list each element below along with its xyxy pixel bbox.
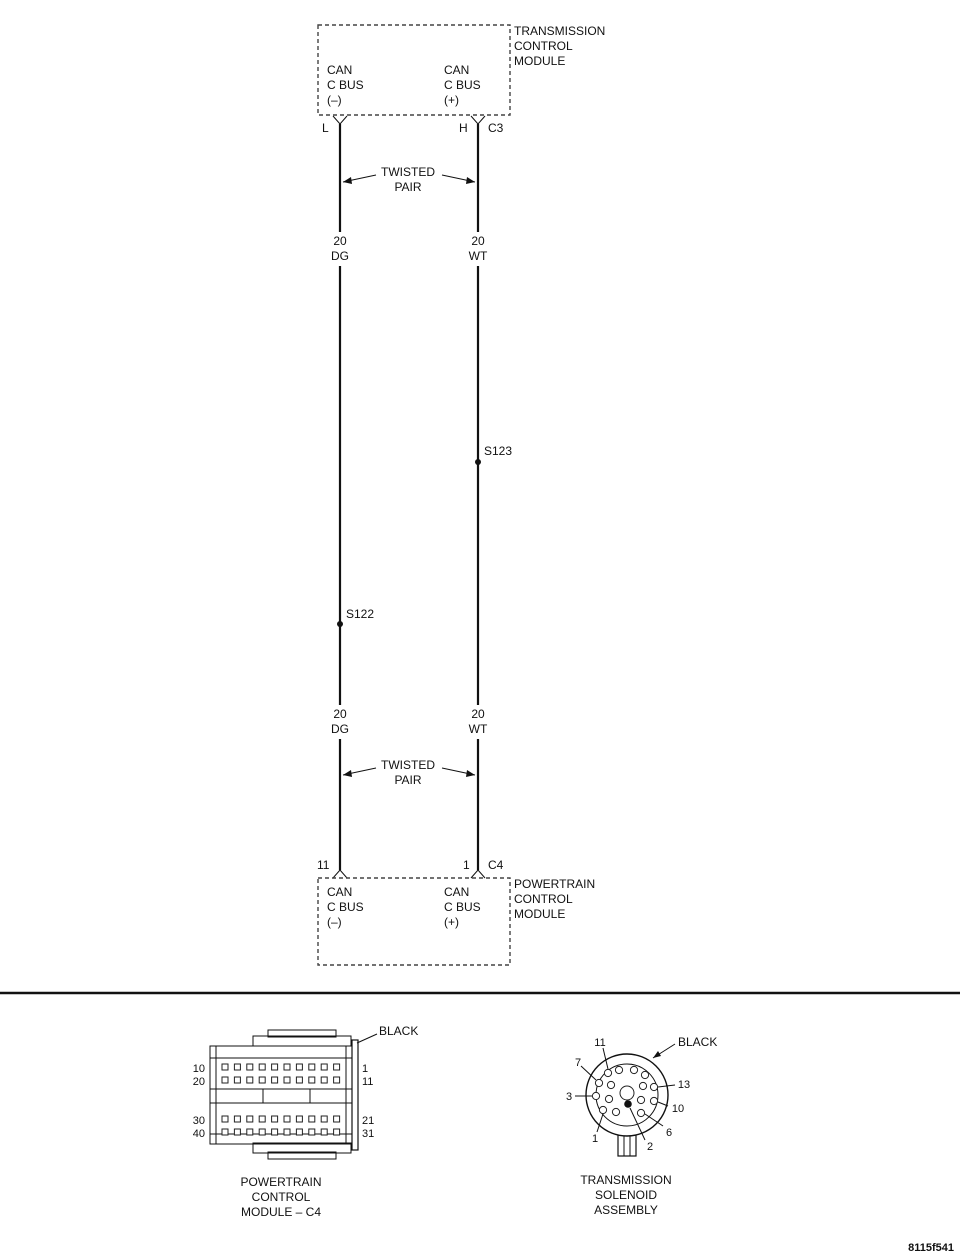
- pcm-terminal-right: [471, 870, 485, 878]
- pcm-c4-cavity: [272, 1116, 278, 1122]
- solenoid-center-pin: [620, 1086, 634, 1100]
- solenoid-label-3: 3: [565, 1091, 573, 1103]
- solenoid-label-7: 7: [574, 1057, 582, 1069]
- wire-right-top-gauge: 20: [471, 234, 485, 248]
- solenoid-label-6: 6: [665, 1127, 673, 1139]
- tcm-name-line3: MODULE: [514, 54, 566, 68]
- pcm-c4-cavity: [321, 1064, 327, 1070]
- solenoid-caption-line1: TRANSMISSION: [580, 1173, 672, 1187]
- pcm-c4-cavity: [296, 1064, 302, 1070]
- pcm-c4-label-20: 20: [192, 1076, 205, 1088]
- pcm-c4-cavity: [284, 1064, 290, 1070]
- pcm-name-line1: POWERTRAIN: [514, 877, 596, 891]
- pcm-c4-cavity: [222, 1116, 228, 1122]
- pcm-c4-cavity: [334, 1077, 340, 1083]
- pcm-c4-cavity: [247, 1064, 253, 1070]
- tcm-terminal-left: [333, 116, 347, 124]
- pcm-c4-cavity: [296, 1077, 302, 1083]
- solenoid-pin-9: [639, 1082, 646, 1089]
- pcm-c4-caption-line2: CONTROL: [251, 1190, 311, 1204]
- splice-s122-label: S122: [346, 607, 375, 621]
- pcm-c4-label-1: 1: [362, 1063, 369, 1075]
- pcm-c4-cavity: [247, 1116, 253, 1122]
- solenoid-pin-12: [615, 1066, 622, 1073]
- pcm-terminal-left: [333, 870, 347, 878]
- tcm-right-func-line1: CAN: [444, 63, 470, 77]
- pcm-c4-cavity: [284, 1129, 290, 1135]
- pcm-pin-left: 11: [317, 858, 330, 872]
- pcm-right-func-line1: CAN: [444, 885, 470, 899]
- splice-s123-dot: [475, 459, 481, 465]
- solenoid-pin-13: [650, 1083, 657, 1090]
- tcm-pin-right: H: [459, 121, 468, 135]
- pcm-c4-caption-line1: POWERTRAIN: [240, 1175, 322, 1189]
- pcm-c4-cavity: [259, 1116, 265, 1122]
- pcm-c4-cavity: [309, 1064, 315, 1070]
- twisted-bottom-arrowhead-left: [343, 770, 352, 777]
- solenoid-pin-2: [624, 1100, 632, 1108]
- pcm-c4-cavity: [272, 1077, 278, 1083]
- pcm-c4-cavity: [334, 1116, 340, 1122]
- pcm-c4-cavity: [309, 1116, 315, 1122]
- pcm-c4-label-10: 10: [192, 1063, 205, 1075]
- pcm-c4-pin-grid: [222, 1064, 340, 1135]
- pcm-c4-cavity: [234, 1077, 240, 1083]
- pcm-c4-label-21: 21: [362, 1115, 375, 1127]
- pcm-c4-cavity: [234, 1064, 240, 1070]
- pcm-c4-cavity: [284, 1077, 290, 1083]
- pcm-c4-cavity: [247, 1077, 253, 1083]
- pcm-c4-cavity: [309, 1077, 315, 1083]
- pcm-c4-cavity: [247, 1129, 253, 1135]
- pcm-left-func-line1: CAN: [327, 885, 353, 899]
- tcm-pin-left: L: [322, 121, 329, 135]
- pcm-left-func-line2: C BUS: [327, 900, 364, 914]
- pcm-name-line3: MODULE: [514, 907, 566, 921]
- tcm-left-func-line2: C BUS: [327, 78, 364, 92]
- solenoid-caption-line3: ASSEMBLY: [594, 1203, 658, 1217]
- solenoid-label-10: 10: [671, 1103, 685, 1115]
- pcm-c4-cavity: [222, 1077, 228, 1083]
- pcm-c4-cavity: [321, 1129, 327, 1135]
- pcm-c4-cavity: [272, 1064, 278, 1070]
- pcm-c4-cavity: [234, 1129, 240, 1135]
- twisted-top-line1: TWISTED: [381, 165, 435, 179]
- solenoid-pin-1: [599, 1106, 606, 1113]
- splice-s122-dot: [337, 621, 343, 627]
- tcm-terminal-right: [471, 116, 485, 124]
- pcm-c4-cavity: [222, 1064, 228, 1070]
- twisted-bottom-line1: TWISTED: [381, 758, 435, 772]
- pcm-c4-latch: [352, 1040, 358, 1150]
- twisted-bottom-arrowhead-right: [466, 770, 475, 777]
- tcm-right-func-line2: C BUS: [444, 78, 481, 92]
- pcm-pin-right: 1: [463, 858, 470, 872]
- solenoid-label-13: 13: [677, 1079, 691, 1091]
- solenoid-pin-11: [604, 1069, 611, 1076]
- solenoid-label-1: 1: [591, 1133, 599, 1145]
- wire-left-top-color: DG: [331, 249, 349, 263]
- pcm-c4-label-11: 11: [362, 1076, 374, 1088]
- pcm-c4-cavity: [284, 1116, 290, 1122]
- pcm-c4-cavity: [234, 1116, 240, 1122]
- solenoid-pin-6: [637, 1109, 644, 1116]
- twisted-bottom-line2: PAIR: [394, 773, 422, 787]
- solenoid-pin-10: [650, 1097, 657, 1104]
- pcm-connector-id: C4: [488, 858, 504, 872]
- tcm-name-line1: TRANSMISSION: [514, 24, 606, 38]
- tcm-left-func-line1: CAN: [327, 63, 353, 77]
- solenoid-pin-14: [612, 1108, 619, 1115]
- pcm-c4-cavity: [259, 1064, 265, 1070]
- pcm-c4-caption-line3: MODULE – C4: [240, 1205, 322, 1219]
- solenoid-pin-5: [637, 1096, 644, 1103]
- pcm-c4-cavity: [321, 1116, 327, 1122]
- tcm-right-func-line3: (+): [444, 93, 459, 107]
- tcm-name-line2: CONTROL: [514, 39, 573, 53]
- pcm-c4-cavity: [272, 1129, 278, 1135]
- tcm-left-func-line3: (–): [327, 93, 342, 107]
- twisted-top-arrowhead-right: [466, 177, 475, 184]
- pcm-right-func-line2: C BUS: [444, 900, 481, 914]
- pcm-right-func-line3: (+): [444, 915, 459, 929]
- pcm-c4-cavity: [334, 1064, 340, 1070]
- pcm-c4-color-leader: [357, 1034, 377, 1043]
- pcm-c4-connector: [210, 1030, 358, 1159]
- pcm-c4-cavity: [296, 1129, 302, 1135]
- solenoid-pin-4: [605, 1095, 612, 1102]
- wire-left-top-gauge: 20: [333, 234, 347, 248]
- solenoid-label-11: 11: [594, 1037, 606, 1049]
- solenoid-pin-3: [592, 1092, 599, 1099]
- pcm-c4-cavity: [334, 1129, 340, 1135]
- pcm-c4-color: BLACK: [379, 1024, 419, 1038]
- wire-left-bottom-color: DG: [331, 722, 349, 736]
- solenoid-caption-line2: SOLENOID: [594, 1188, 658, 1202]
- wire-right-top-color: WT: [468, 249, 488, 263]
- splice-s123-label: S123: [484, 444, 513, 458]
- solenoid-label-2: 2: [646, 1141, 654, 1153]
- twisted-top-line2: PAIR: [394, 180, 422, 194]
- pcm-c4-cavity: [309, 1129, 315, 1135]
- wire-left-bottom-gauge: 20: [333, 707, 347, 721]
- wire-right-bottom-color: WT: [468, 722, 488, 736]
- pcm-left-func-line3: (–): [327, 915, 342, 929]
- pcm-c4-cavity: [321, 1077, 327, 1083]
- pcm-name-line2: CONTROL: [514, 892, 573, 906]
- pcm-c4-label-40: 40: [192, 1128, 205, 1140]
- solenoid-pin-8: [607, 1081, 614, 1088]
- pcm-c4-body: [210, 1046, 352, 1144]
- pcm-c4-label-30: 30: [192, 1115, 205, 1127]
- solenoid-connector: [575, 1048, 675, 1156]
- solenoid-pin-7: [595, 1079, 602, 1086]
- pcm-c4-cavity: [222, 1129, 228, 1135]
- pcm-c4-label-31: 31: [362, 1128, 375, 1140]
- twisted-top-arrowhead-left: [343, 177, 352, 184]
- solenoid-color: BLACK: [678, 1035, 718, 1049]
- wire-right-bottom-gauge: 20: [471, 707, 485, 721]
- solenoid-color-arrowhead: [653, 1051, 661, 1058]
- pcm-c4-cavity: [296, 1116, 302, 1122]
- pcm-c4-cavity: [259, 1129, 265, 1135]
- pcm-c4-cavity: [259, 1077, 265, 1083]
- tcm-connector-id: C3: [488, 121, 504, 135]
- solenoid-pin-b: [641, 1071, 648, 1078]
- figure-id: 8115f541: [908, 1242, 954, 1254]
- solenoid-pin-a: [630, 1066, 637, 1073]
